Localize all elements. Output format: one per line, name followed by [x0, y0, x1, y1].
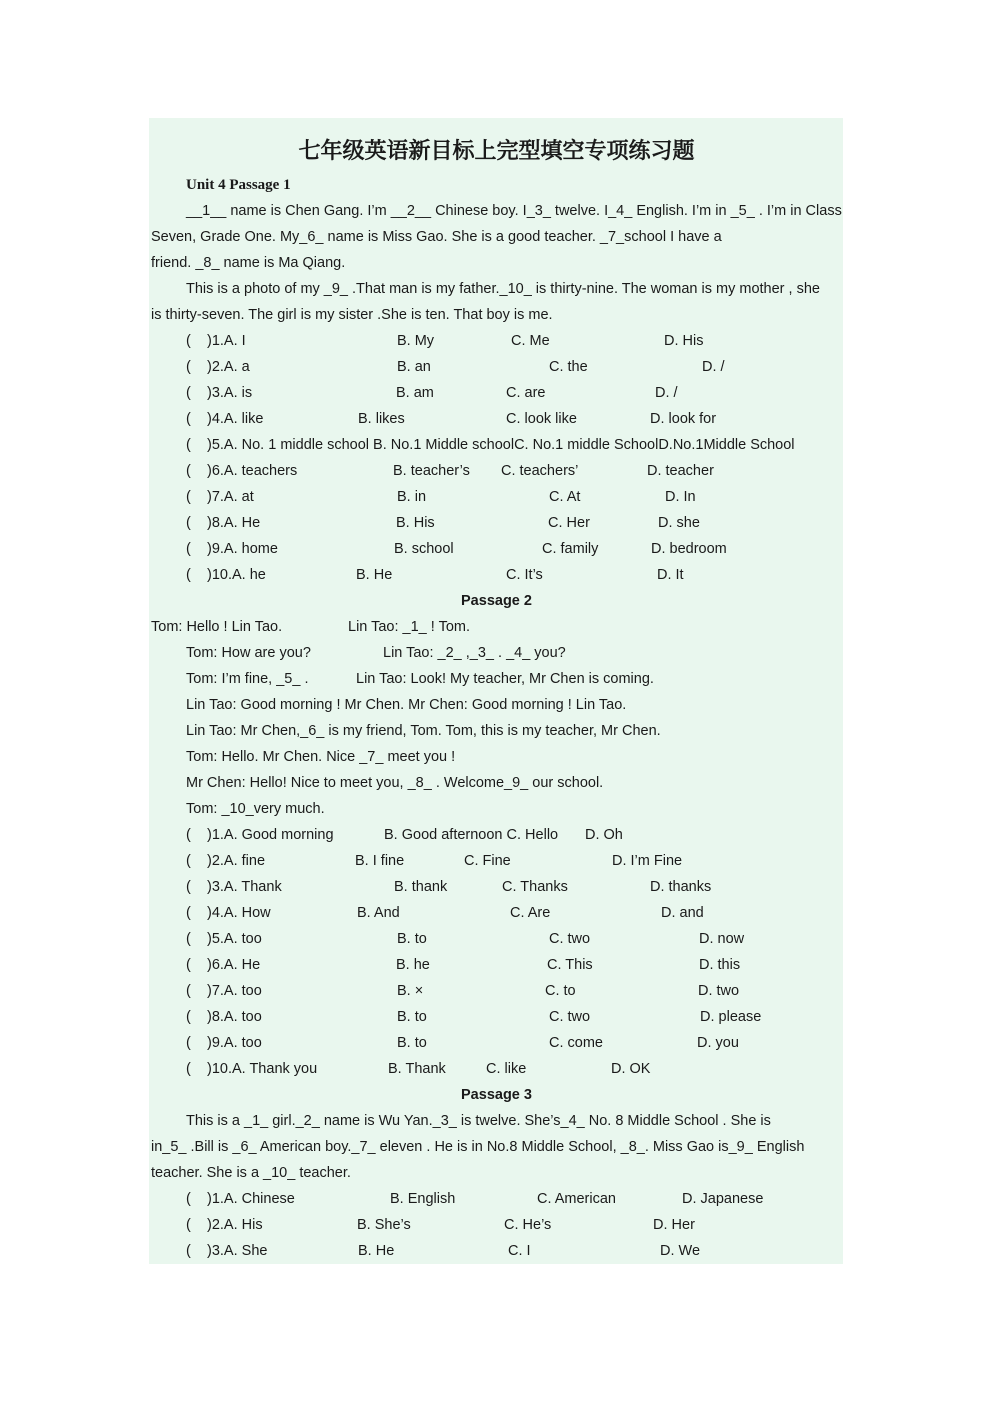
option-c: C. come: [549, 1035, 603, 1051]
dialog-line: Tom: Hello ! Lin Tao.: [151, 619, 283, 635]
option-d: D. /: [655, 385, 678, 401]
option-a: )5.A. too: [207, 931, 262, 947]
option-c: C. Are: [510, 905, 551, 921]
dialog-line: Lin Tao: Mr Chen,_6_ is my friend, Tom. Tom, this is my teacher, Mr Chen.: [186, 723, 661, 739]
question-paren: (: [186, 1217, 191, 1233]
option-a: )9.A. home: [207, 541, 278, 557]
option-c: C. American: [537, 1191, 616, 1207]
option-a: )2.A. a: [207, 359, 250, 375]
question-paren: (: [186, 983, 191, 999]
dialog-line: Tom: _10_very much.: [186, 801, 325, 817]
question-paren: (: [186, 359, 191, 375]
option-d: D. His: [664, 333, 704, 349]
option-d: D. two: [698, 983, 740, 999]
option-d: D. this: [699, 957, 741, 973]
option-c: C. family: [542, 541, 599, 557]
dialog-line: Tom: How are you?: [186, 645, 311, 661]
question-paren: (: [186, 489, 191, 505]
option-a: )7.A. too: [207, 983, 262, 999]
option-c: C. to: [545, 983, 576, 999]
page-title: 七年级英语新目标上完型填空专项练习题: [298, 138, 695, 164]
option-d: D. and: [661, 905, 704, 921]
option-b: B. an: [397, 359, 431, 375]
question-paren: (: [186, 853, 191, 869]
option-a: )10.A. Thank you: [207, 1061, 318, 1077]
option-b: B. am: [396, 385, 434, 401]
option-d: D. Oh: [585, 827, 623, 843]
option-c: C. Fine: [464, 853, 511, 869]
question-paren: (: [186, 437, 191, 453]
question-paren: (: [186, 333, 191, 349]
question-paren: (: [186, 1009, 191, 1025]
option-d: D. Japanese: [682, 1191, 764, 1207]
option-a: )4.A. like: [207, 411, 264, 427]
option-b: B. English: [390, 1191, 456, 1207]
option-c: C. Thanks: [502, 879, 568, 895]
question-paren: (: [186, 515, 191, 531]
option-d: D. look for: [650, 411, 717, 427]
option-c: C. like: [486, 1061, 527, 1077]
option-b: B. likes: [358, 411, 405, 427]
option-d: D. thanks: [650, 879, 712, 895]
option-c: C. I: [508, 1243, 531, 1259]
question-paren: (: [186, 567, 191, 583]
option-b: B. Thank: [388, 1061, 446, 1077]
option-b: B. He: [358, 1243, 395, 1259]
option-b: B. to: [397, 931, 427, 947]
question-paren: (: [186, 879, 191, 895]
dialog-line: Lin Tao: Good morning ! Mr Chen. Mr Chen: Good morning ! Lin Tao.: [186, 697, 627, 713]
option-d: D. We: [660, 1243, 701, 1259]
option-a: )3.A. is: [207, 385, 253, 401]
question-paren: (: [186, 957, 191, 973]
option-d: D. In: [665, 489, 696, 505]
passage3-line-1: This is a _1_ girl._2_ name is Wu Yan._3_ is twelve. She’s_4_ No. 8 Middle School . She is: [186, 1113, 771, 1129]
option-d: D. you: [697, 1035, 739, 1051]
option-d: D. please: [700, 1009, 762, 1025]
options-line: )5.A. No. 1 middle school B. No.1 Middle schoolC. No.1 middle SchoolD.No.1Middle School: [207, 437, 795, 453]
option-d: D. /: [702, 359, 725, 375]
option-b: B. My: [397, 333, 435, 349]
option-a: )3.A. She: [207, 1243, 268, 1259]
option-d: D. It: [657, 567, 684, 583]
option-b: B. ×: [397, 983, 424, 999]
option-d: D. Her: [653, 1217, 695, 1233]
passage1-heading: Unit 4 Passage 1: [186, 177, 291, 193]
passage3-line-3: teacher. She is a _10_ teacher.: [151, 1165, 351, 1181]
question-paren: (: [186, 1243, 191, 1259]
option-c: C. Me: [511, 333, 550, 349]
option-a: )6.A. teachers: [207, 463, 298, 479]
dialog-line: Mr Chen: Hello! Nice to meet you, _8_ . Welcome_9_ our school.: [186, 775, 604, 791]
option-a: )2.A. fine: [207, 853, 266, 869]
question-paren: (: [186, 1035, 191, 1051]
option-a: )8.A. He: [207, 515, 261, 531]
dialog-line: Tom: I’m fine, _5_ .: [186, 671, 309, 687]
option-b: B. thank: [394, 879, 448, 895]
option-a: )7.A. at: [207, 489, 254, 505]
option-b: B. She’s: [357, 1217, 411, 1233]
option-d: D. now: [699, 931, 745, 947]
option-b: B. His: [396, 515, 435, 531]
option-a: )4.A. How: [207, 905, 271, 921]
question-paren: (: [186, 411, 191, 427]
passage1-line-1: __1__ name is Chen Gang. I’m __2__ Chinese boy. I_3_ twelve. I_4_ English. I’m in _5_ . I’m in Class: [186, 203, 842, 219]
option-b: B. teacher’s: [393, 463, 470, 479]
question-paren: (: [186, 463, 191, 479]
option-b: B. to: [397, 1035, 427, 1051]
option-a: )1.A. Good morning: [207, 827, 334, 843]
option-b: B. to: [397, 1009, 427, 1025]
option-c: C. are: [506, 385, 546, 401]
option-c: C. It’s: [506, 567, 543, 583]
passage1-line-4: This is a photo of my _9_ .That man is my father._10_ is thirty-nine. The woman is my mother , she: [186, 281, 820, 297]
option-c: C. Her: [548, 515, 590, 531]
question-paren: (: [186, 541, 191, 557]
option-a: )8.A. too: [207, 1009, 262, 1025]
option-c: C. teachers’: [501, 463, 579, 479]
option-b: B. He: [356, 567, 393, 583]
passage1-line-2: Seven, Grade One. My_6_ name is Miss Gao. She is a good teacher. _7_school I have a: [151, 229, 722, 245]
option-a: )10.A. he: [207, 567, 266, 583]
option-b: B. I fine: [355, 853, 405, 869]
option-c: C. the: [549, 359, 588, 375]
option-d: D. she: [658, 515, 700, 531]
question-paren: (: [186, 827, 191, 843]
option-a: )1.A. I: [207, 333, 246, 349]
option-a: )9.A. too: [207, 1035, 262, 1051]
option-d: D. bedroom: [651, 541, 727, 557]
option-c: C. two: [549, 931, 591, 947]
option-d: D. OK: [611, 1061, 651, 1077]
option-a: )1.A. Chinese: [207, 1191, 295, 1207]
option-c: C. two: [549, 1009, 591, 1025]
option-b: B. And: [357, 905, 400, 921]
dialog-line: Lin Tao: Look! My teacher, Mr Chen is coming.: [356, 671, 654, 687]
option-c: C. At: [549, 489, 581, 505]
option-b: B. school: [394, 541, 454, 557]
option-c: C. He’s: [504, 1217, 552, 1233]
option-a: )6.A. He: [207, 957, 261, 973]
passage3-line-2: in_5_ .Bill is _6_ American boy._7_ eleven . He is in No.8 Middle School, _8_. Miss Gao is_9_ English: [151, 1139, 805, 1155]
question-paren: (: [186, 931, 191, 947]
passage2-heading: Passage 2: [461, 593, 532, 609]
option-c: C. look like: [506, 411, 577, 427]
question-paren: (: [186, 905, 191, 921]
dialog-line: Tom: Hello. Mr Chen. Nice _7_ meet you !: [186, 749, 456, 765]
passage1-line-3: friend. _8_ name is Ma Qiang.: [151, 255, 346, 271]
option-d: D. I’m Fine: [612, 853, 683, 869]
dialog-line: Lin Tao: _1_ ! Tom.: [348, 619, 470, 635]
option-bc: B. Good afternoon C. Hello: [384, 827, 559, 843]
option-b: B. in: [397, 489, 427, 505]
passage1-line-5: is thirty-seven. The girl is my sister .She is ten. That boy is me.: [151, 307, 553, 323]
passage3-heading: Passage 3: [461, 1087, 532, 1103]
question-paren: (: [186, 1061, 191, 1077]
question-paren: (: [186, 1191, 191, 1207]
option-a: )2.A. His: [207, 1217, 263, 1233]
option-a: )3.A. Thank: [207, 879, 282, 895]
question-paren: (: [186, 385, 191, 401]
option-b: B. he: [396, 957, 430, 973]
dialog-line: Lin Tao: _2_ ,_3_ . _4_ you?: [383, 645, 566, 661]
option-c: C. This: [547, 957, 593, 973]
option-d: D. teacher: [647, 463, 714, 479]
